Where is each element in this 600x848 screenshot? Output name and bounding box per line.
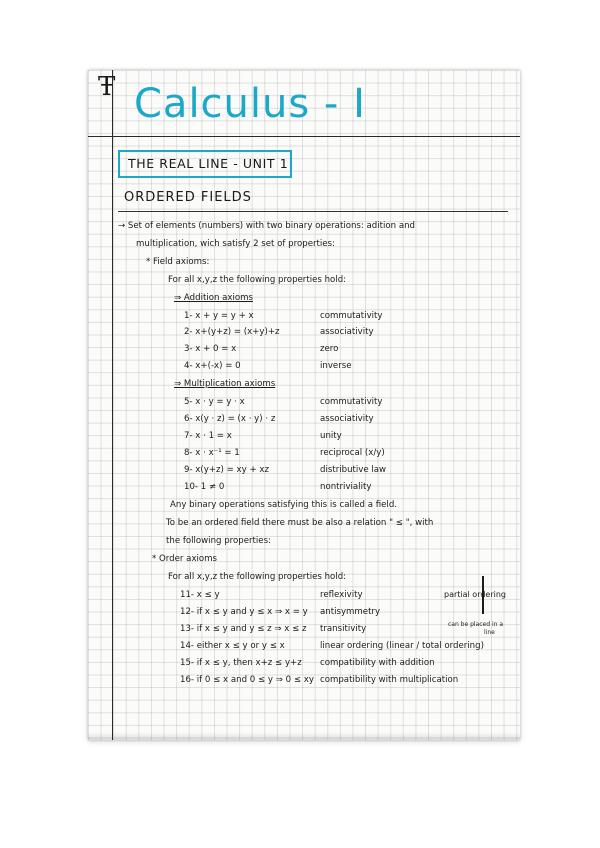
mult-formula-10: 10- 1 ≠ 0: [184, 482, 225, 492]
intro-line-2: multiplication, wich satisfy 2 set of properties:: [136, 239, 335, 249]
intro-line-1: → Set of elements (numbers) with two binary operations: adition and: [118, 221, 415, 231]
section-underline: [118, 211, 508, 212]
order-formula-11: 11- x ≤ y: [180, 590, 220, 600]
margin-mark: Ŧ: [98, 72, 116, 102]
field-axioms-heading: * Field axioms:: [146, 257, 210, 267]
order-for-all: For all x,y,z the following properties hold:: [168, 572, 347, 582]
section-title: ORDERED FIELDS: [124, 190, 252, 205]
mult-name-10: nontriviality: [320, 482, 372, 492]
mult-name-8: reciprocal (x/y): [320, 448, 385, 458]
mult-formula-8: 8- x · x⁻¹ = 1: [184, 448, 240, 458]
mult-name-5: commutativity: [320, 397, 383, 407]
line-note-2: line: [484, 629, 495, 636]
mult-name-7: unity: [320, 431, 342, 441]
mult-name-6: associativity: [320, 414, 374, 424]
order-formula-15: 15- if x ≤ y, then x+z ≤ y+z: [180, 658, 302, 668]
line-note-1: can be placed in a: [448, 621, 504, 628]
addition-formula-4: 4- x+(-x) = 0: [184, 361, 241, 371]
field-for-all: For all x,y,z the following properties hold:: [168, 275, 347, 285]
multiplication-heading: ⇒ Multiplication axioms: [174, 379, 276, 389]
addition-formula-3: 3- x + 0 = x: [184, 344, 237, 354]
mult-name-9: distributive law: [320, 465, 387, 475]
addition-heading: ⇒ Addition axioms: [174, 293, 253, 303]
ordered-line-1: To be an ordered field there must be also a relation " ≤ ", with: [166, 518, 434, 528]
mult-formula-6: 6- x(y · z) = (x · y) · z: [184, 414, 276, 424]
field-conclusion: Any binary operations satisfying this is called a field.: [170, 500, 397, 510]
mult-formula-7: 7- x · 1 = x: [184, 431, 232, 441]
order-name-16: compatibility with multiplication: [320, 675, 459, 685]
mult-formula-9: 9- x(y+z) = xy + xz: [184, 465, 269, 475]
margin-line: [112, 70, 113, 740]
addition-name-1: commutativity: [320, 311, 383, 321]
addition-formula-2: 2- x+(y+z) = (x+y)+z: [184, 327, 280, 337]
order-formula-12: 12- if x ≤ y and y ≤ x ⇒ x = y: [180, 607, 308, 617]
order-formula-13: 13- if x ≤ y and y ≤ z ⇒ x ≤ z: [180, 624, 307, 634]
order-name-15: compatibility with addition: [320, 658, 435, 668]
addition-name-3: zero: [320, 344, 339, 354]
header-rule: [88, 136, 520, 137]
addition-formula-1: 1- x + y = y + x: [184, 311, 254, 321]
order-name-11: reflexivity: [320, 590, 363, 600]
order-name-14: linear ordering (linear / total ordering): [320, 641, 484, 651]
order-name-13: transitivity: [320, 624, 367, 634]
order-formula-16: 16- if 0 ≤ x and 0 ≤ y ⇒ 0 ≤ xy: [180, 675, 314, 685]
unit-label: THE REAL LINE - UNIT 1: [128, 156, 289, 171]
mult-formula-5: 5- x · y = y · x: [184, 397, 245, 407]
order-axioms-heading: * Order axioms: [152, 554, 218, 564]
unit-box: [118, 150, 292, 178]
addition-name-2: associativity: [320, 327, 374, 337]
page-bottom-shadow: [88, 732, 520, 740]
order-name-12: antisymmetry: [320, 607, 381, 617]
partial-ordering-label: partial ordering: [444, 590, 506, 599]
ordered-line-2: the following properties:: [166, 536, 271, 546]
notebook-page: [88, 70, 520, 740]
addition-name-4: inverse: [320, 361, 352, 371]
order-formula-14: 14- either x ≤ y or y ≤ x: [180, 641, 285, 651]
page-title: Calculus - I: [134, 81, 366, 127]
